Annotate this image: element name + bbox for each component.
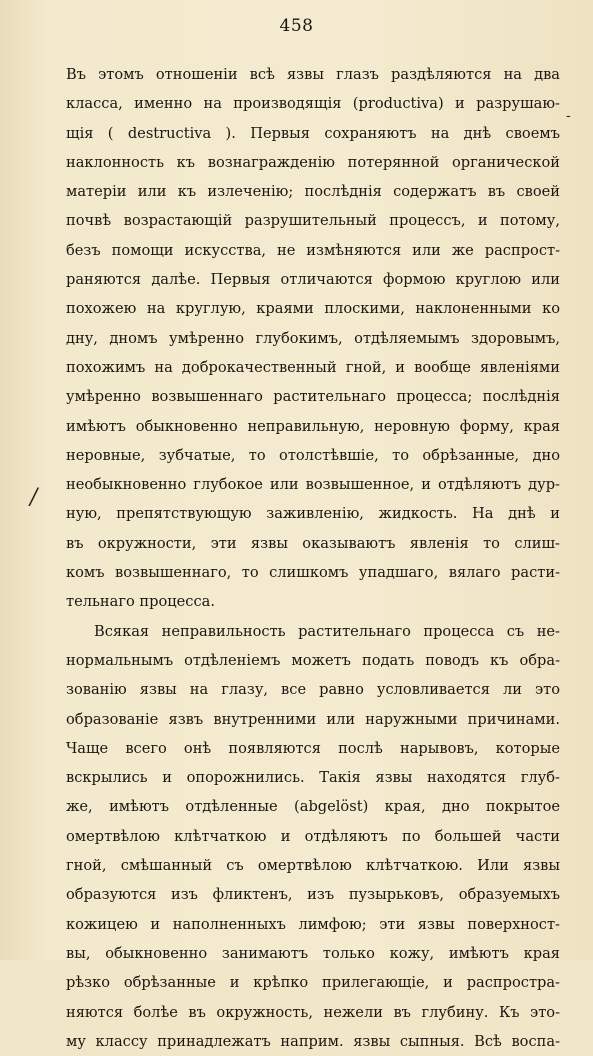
text-line: вскрылись и опорожнились. Такія язвы находятся глуб-	[66, 769, 560, 787]
text-line: кожицею и наполненныхъ лимфою; эти язвы поверхност-	[66, 915, 560, 933]
text-line: омертвѣлою клѣтчаткою и отдѣляютъ по большей части	[66, 827, 560, 845]
text-line: раняются далѣе. Первыя отличаются формою круглою или	[66, 271, 560, 289]
text-line: наклонность къ вознагражденію потерянной органической	[66, 153, 560, 171]
text-line: матеріи или къ излеченію; послѣднія содержатъ въ своей	[66, 183, 560, 201]
text-line: ную, препятствующую заживленію, жидкость. На днѣ и	[66, 505, 560, 523]
text-line: въ окружности, эти язвы оказываютъ явленія то слиш-	[66, 534, 560, 552]
text-line: необыкновенно глубокое или возвышенное, и отдѣляютъ дур-	[66, 476, 560, 494]
text-line: почвѣ возрастающій разрушительный процессъ, и потому,	[66, 212, 560, 230]
text-line: умѣренно возвышеннаго растительнаго процесса; послѣднія	[66, 388, 560, 406]
text-line: имѣютъ обыкновенно неправильную, неровную форму, края	[66, 417, 560, 435]
text-line: Въ этомъ отношеніи всѣ язвы глазъ раздѣляются на два	[66, 66, 560, 83]
text-line: класса, именно на производящія (productiva) и разрушаю-	[66, 95, 560, 113]
margin-handwritten-mark: /	[30, 485, 38, 510]
text-line: похожею на круглую, краями плоскими, наклоненными ко	[66, 300, 560, 318]
text-line: безъ помощи искусства, не измѣняются или же распрост-	[66, 241, 560, 259]
text-line: же, имѣютъ отдѣленные (abgelöst) края, дно покрытое	[66, 798, 560, 816]
text-line: комъ возвышеннаго, то слишкомъ упадшаго, вялаго расти-	[66, 564, 560, 582]
text-line: рѣзко обрѣзанные и крѣпко прилегающіе, и распростра-	[66, 974, 560, 992]
text-line: вы, обыкновенно занимаютъ только кожу, имѣютъ края	[66, 944, 560, 962]
text-line: гной, смѣшанный съ омертвѣлою клѣтчаткою. Или язвы	[66, 857, 560, 875]
text-line: няются болѣе въ окружность, нежели въ глубину. Къ это-	[66, 1003, 560, 1021]
text-line: му классу принадлежатъ наприм. язвы сыпныя. Всѣ воспа-	[66, 1032, 560, 1050]
text-line: дну, дномъ умѣренно глубокимъ, отдѣляемымъ здоровымъ,	[66, 329, 560, 347]
text-line: нормальнымъ отдѣленіемъ можетъ подать поводъ къ обра-	[66, 651, 560, 669]
text-line: зованію язвы на глазу, все равно условливается ли это	[66, 681, 560, 699]
text-line: Чаще всего онѣ появляются послѣ нарывовъ, которые	[66, 739, 560, 757]
text-line: образованіе язвъ внутренними или наружными причинами.	[66, 710, 560, 728]
text-line: неровные, зубчатые, то отолстѣвшіе, то обрѣзанные, дно	[66, 446, 560, 464]
paragraph-end-line: тельнаго процесса.	[66, 593, 215, 611]
paragraph-start-line: Всякая неправильность растительнаго процесса съ не-	[94, 622, 560, 640]
text-line: образуются изъ фликтенъ, изъ пузырьковъ, образуемыхъ	[66, 886, 560, 904]
text-line: похожимъ на доброкачественный гной, и вообще явленіями	[66, 358, 560, 376]
page-number: 458	[279, 16, 314, 36]
text-line: щія ( destructiva ). Первыя сохраняютъ на днѣ своемъ	[66, 124, 560, 142]
margin-dash-mark: -	[566, 108, 571, 124]
body-text	[66, 60, 560, 1056]
